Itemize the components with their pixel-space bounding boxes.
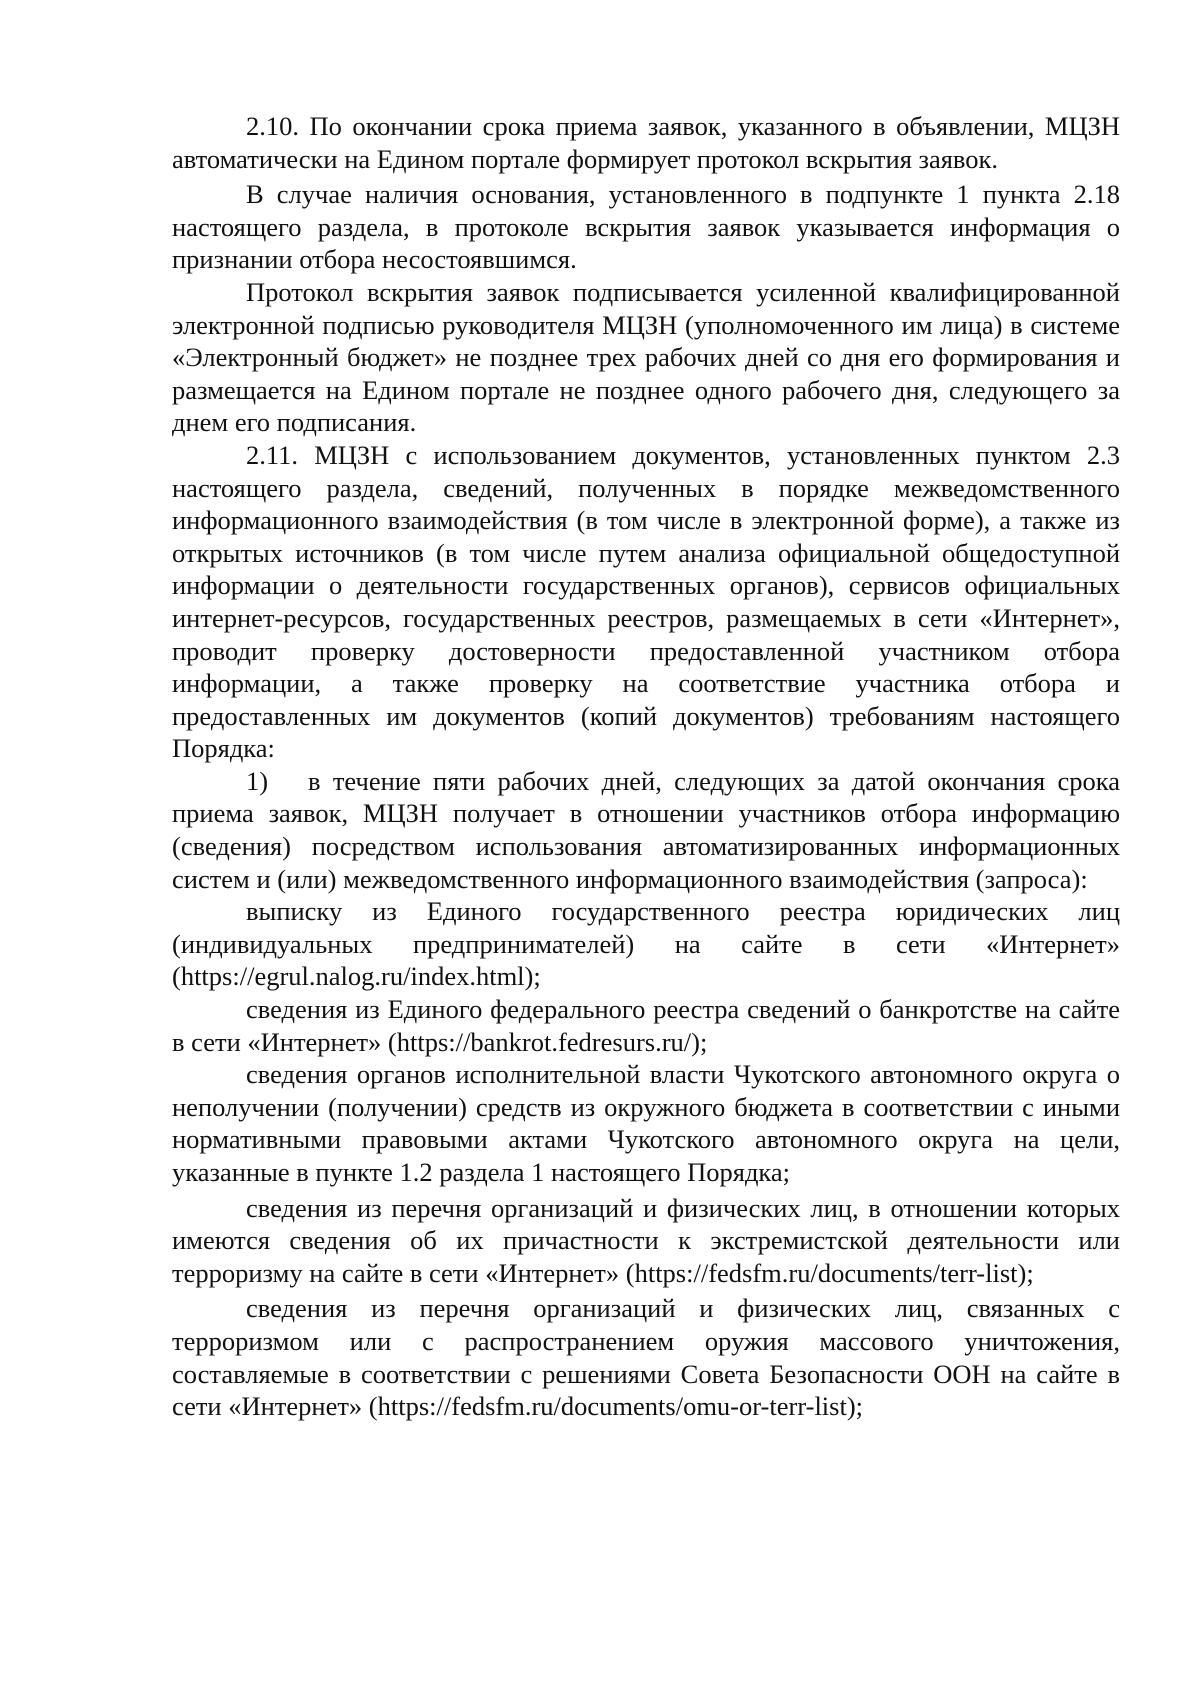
document-page (172, 110, 1120, 1423)
paragraph-grounds: В случае наличия основания, установленного в подпункте 1 пункта 2.18 настоящего раздела, в протоколе вскрытия заявок указывается информация о признании отбора несостоявшимся. (172, 179, 1120, 275)
subitem-bankruptcy: сведения из Единого федерального реестра сведений о банкротстве на сайте в сети «Интернет» (https://bankrot.fedresurs.ru/); (172, 994, 1120, 1057)
paragraph-protocol-signing: Протокол вскрытия заявок подписывается усиленной квалифицированной электронной подписью руководителя МЦЗН (уполномоченного им лица) в системе «Электронный бюджет» не позднее трех рабочих дней со дня его формирования и размещается на Едином портале не позднее одного рабочего дня, следующего за днем его подписания. (172, 276, 1120, 438)
list-item-text: в течение пяти рабочих дней, следующих за датой окончания срока приема заявок, МЦЗН получает в отношении участников отбора информацию (сведения) посредством использования автоматизированных информационных систем и (или) межведомственного информационного взаимодействия (запроса): (172, 765, 1120, 894)
subitem-regional-funds: сведения органов исполнительной власти Чукотского автономного округа о неполучении (получении) средств из окружного бюджета в соответствии с иными нормативными правовыми актами Чукотского автономного округа на цели, указанные в пункте 1.2 раздела 1 настоящего Порядка; (172, 1059, 1120, 1187)
list-item-1 (172, 765, 1120, 895)
subitem-wmd-list: сведения из перечня организаций и физических лиц, связанных с терроризмом или с распространением оружия массового уничтожения, составляемые в соответствии с решениями Совета Безопасности ООН на сайте в сети «Интернет» (https://fedsfm.ru/documents/omu-or-terr-list); (172, 1293, 1120, 1422)
paragraph-2-11: 2.11. МЦЗН с использованием документов, установленных пунктом 2.3 настоящего раздела, сведений, полученных в порядке межведомственного информационного взаимодействия (в том числе в электронной форме), а также из открытых источников (в том числе путем анализа официальной общедоступной информации о деятельности государственных органов), сервисов официальных интернет-ресурсов, государственных реестров, размещаемых в сети «Интернет», проводит проверку достоверности предоставленной участником отбора информации, а также проверку на соответствие участника отбора и предоставленных им документов (копий документов) требованиям настоящего Порядка: (172, 439, 1120, 764)
subitem-extremism-list: сведения из перечня организаций и физических лиц, в отношении которых имеются сведения об их причастности к экстремистской деятельности или терроризму на сайте в сети «Интернет» (https://fedsfm.ru/documents/terr-list); (172, 1192, 1120, 1288)
paragraph-2-10: 2.10. По окончании срока приема заявок, указанного в объявлении, МЦЗН автоматически на Едином портале формирует протокол вскрытия заявок. (172, 111, 1120, 174)
subitem-egrul: выписку из Единого государственного реестра юридических лиц (индивидуальных предпринимателей) на сайте в сети «Интернет» (https://egrul.nalog.ru/index.html); (172, 896, 1120, 992)
list-item-marker: 1) (246, 765, 269, 796)
